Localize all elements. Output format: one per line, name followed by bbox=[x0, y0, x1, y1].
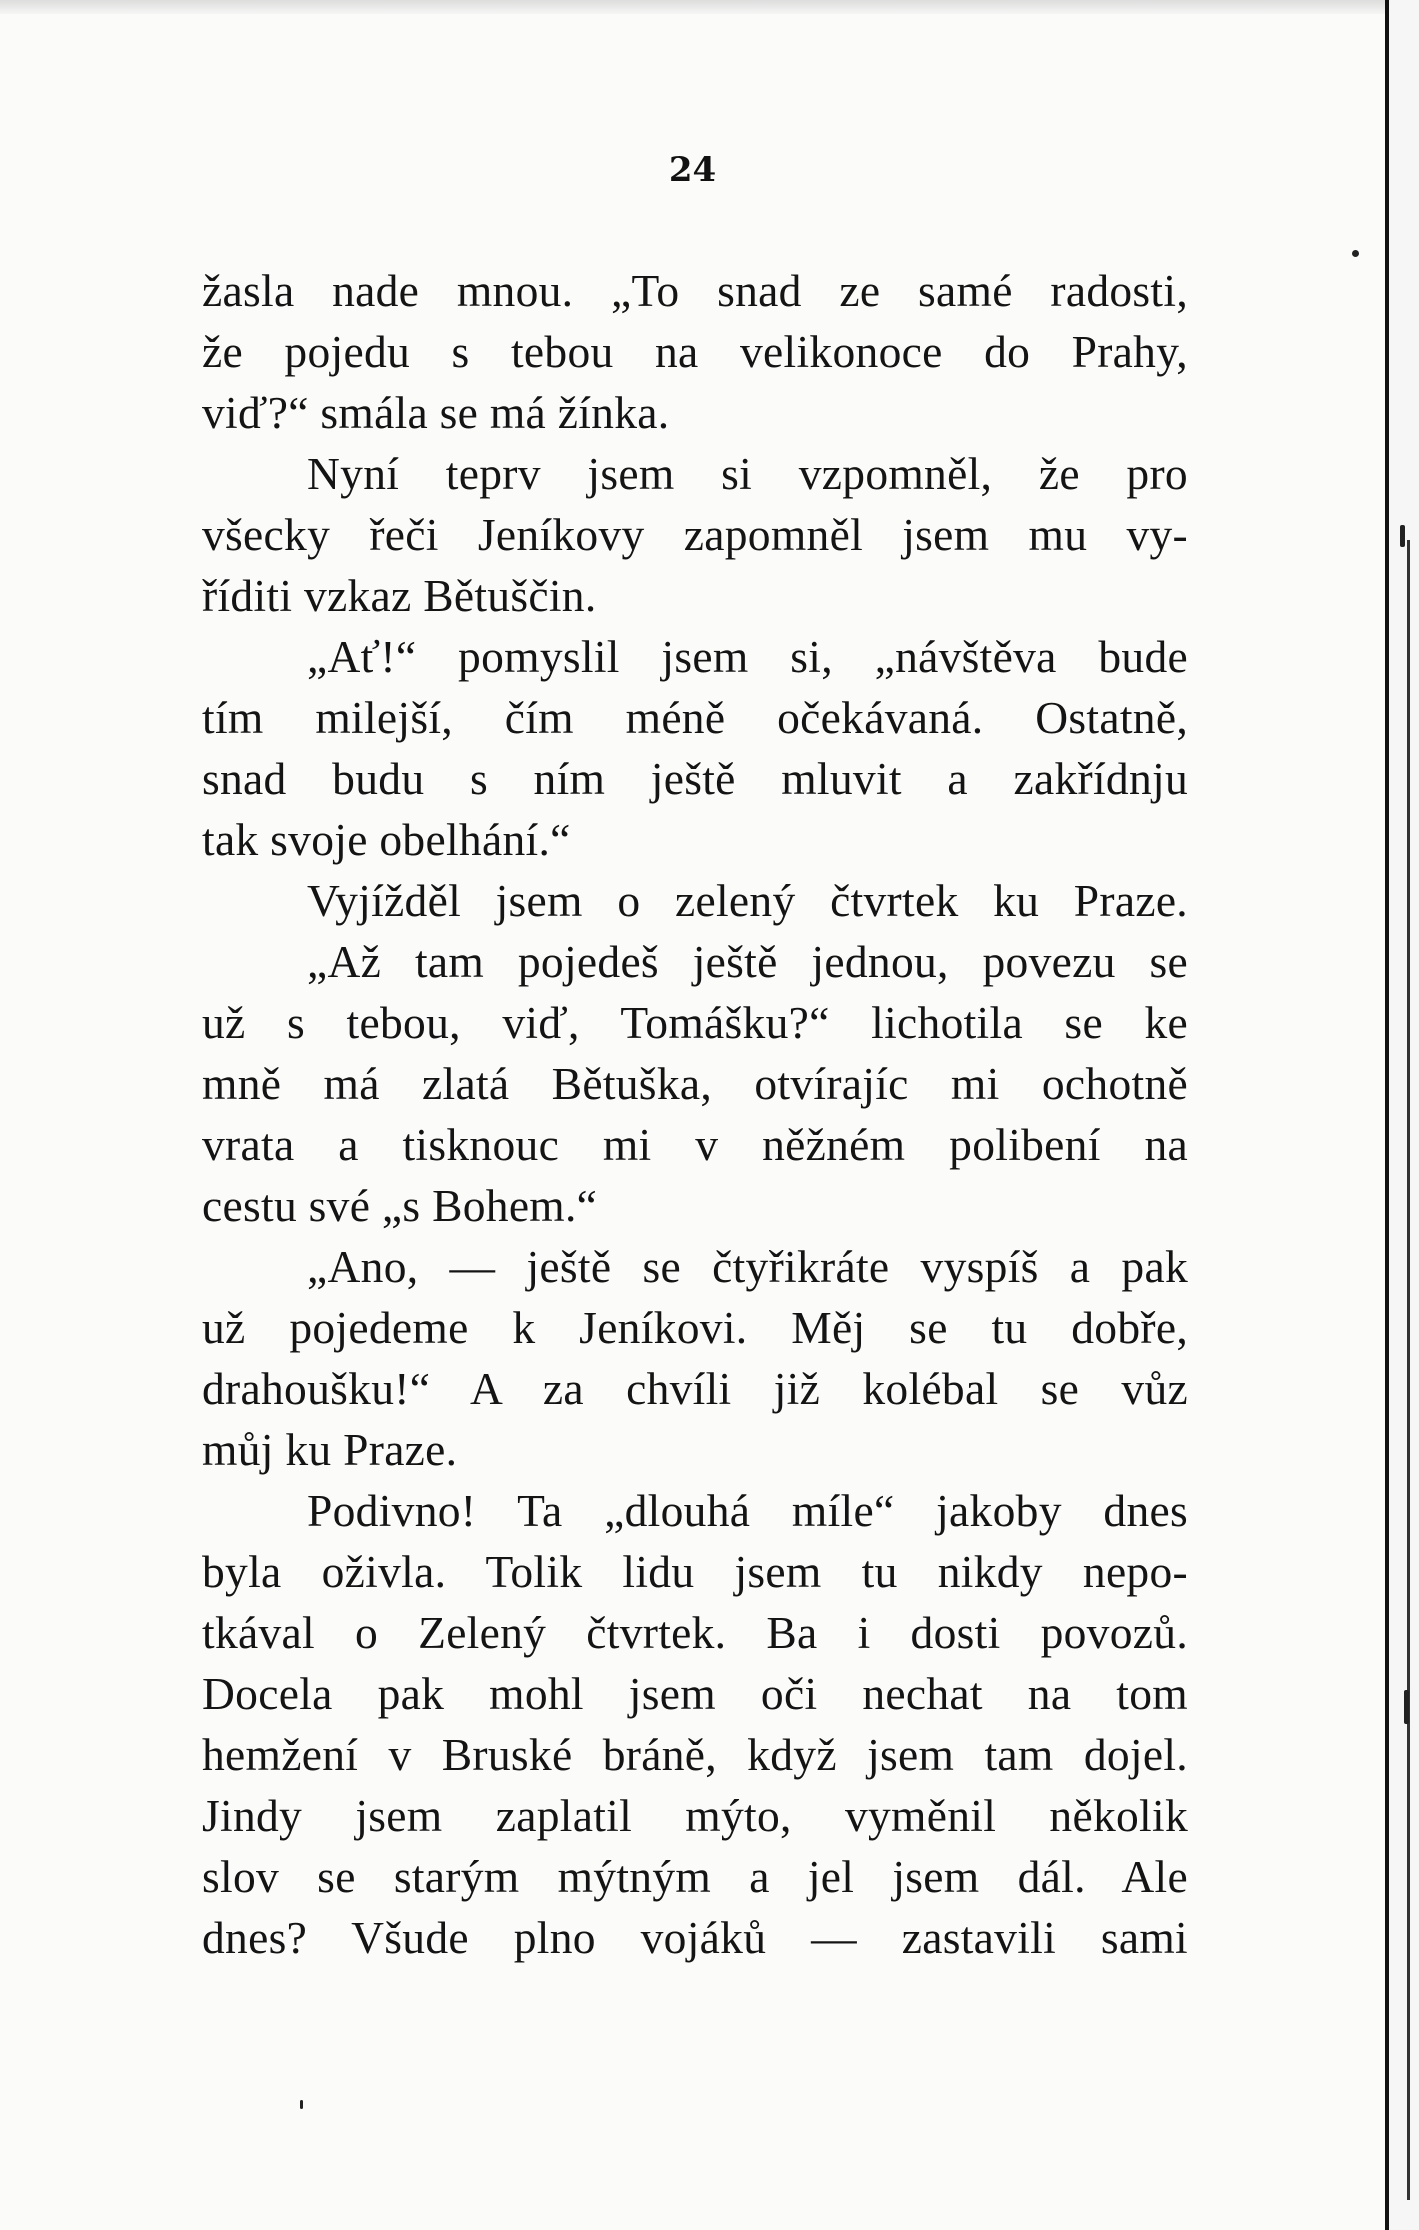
text-line: „Ano, — ještě se čtyřikráte vyspíš a pak bbox=[307, 1241, 1188, 1292]
text-line: Nyní teprv jsem si vzpomněl, že pro bbox=[307, 448, 1188, 499]
text-line: říditi vzkaz Bětuščin. bbox=[202, 570, 597, 621]
text-line: tkával o Zelený čtvrtek. Ba i dosti povozů. bbox=[202, 1607, 1188, 1658]
text-line: tak svoje obelhání.“ bbox=[202, 814, 571, 865]
speck bbox=[1352, 250, 1359, 257]
text-line: cestu své „s Bohem.“ bbox=[202, 1180, 598, 1231]
page-top-shadow bbox=[0, 0, 1385, 14]
page-binding-edge bbox=[1385, 0, 1419, 2230]
text-line: byla oživla. Tolik lidu jsem tu nikdy nepo- bbox=[202, 1546, 1188, 1597]
text-line: můj ku Praze. bbox=[202, 1424, 458, 1475]
text-line: hemžení v Bruské bráně, když jsem tam dojel. bbox=[202, 1729, 1188, 1780]
speck bbox=[1404, 1690, 1409, 1724]
page-number: 24 bbox=[668, 150, 717, 190]
text-line: už pojedeme k Jeníkovi. Měj se tu dobře, bbox=[202, 1302, 1188, 1353]
text-line: Podivno! Ta „dlouhá míle“ jakoby dnes bbox=[307, 1485, 1188, 1536]
text-line: „Ať!“ pomyslil jsem si, „návštěva bude bbox=[307, 631, 1188, 682]
text-line: vrata a tisknouc mi v něžném polibení na bbox=[202, 1119, 1188, 1170]
text-line: žasla nade mnou. „To snad ze samé radosti, bbox=[202, 265, 1188, 316]
text-line: mně má zlatá Bětuška, otvírajíc mi ochotně bbox=[202, 1058, 1188, 1109]
text-line: viď?“ smála se má žínka. bbox=[202, 387, 670, 438]
text-line: snad budu s ním ještě mluvit a zakřídnju bbox=[202, 753, 1188, 804]
text-line: tím milejší, čím méně očekávaná. Ostatně, bbox=[202, 692, 1188, 743]
body-text bbox=[202, 260, 1188, 1968]
text-line: Docela pak mohl jsem oči nechat na tom bbox=[202, 1668, 1188, 1719]
text-line: všecky řeči Jeníkovy zapomněl jsem mu vy- bbox=[202, 509, 1188, 560]
text-line: už s tebou, viď, Tomášku?“ lichotila se ke bbox=[202, 997, 1188, 1048]
text-line: drahoušku!“ A za chvíli již kolébal se vůz bbox=[202, 1363, 1188, 1414]
text-line: „Až tam pojedeš ještě jednou, povezu se bbox=[307, 936, 1188, 987]
speck bbox=[300, 2100, 303, 2109]
text-line: Jindy jsem zaplatil mýto, vyměnil několik bbox=[202, 1790, 1188, 1841]
text-line: dnes? Všude plno vojáků — zastavili sami bbox=[202, 1912, 1188, 1963]
speck bbox=[1400, 525, 1405, 547]
text-line: slov se starým mýtným a jel jsem dál. Ale bbox=[202, 1851, 1188, 1902]
text-line: Vyjížděl jsem o zelený čtvrtek ku Praze. bbox=[307, 875, 1188, 926]
binding-inner-line bbox=[1407, 540, 1419, 2200]
text-line: že pojedu s tebou na velikonoce do Prahy, bbox=[202, 326, 1188, 377]
